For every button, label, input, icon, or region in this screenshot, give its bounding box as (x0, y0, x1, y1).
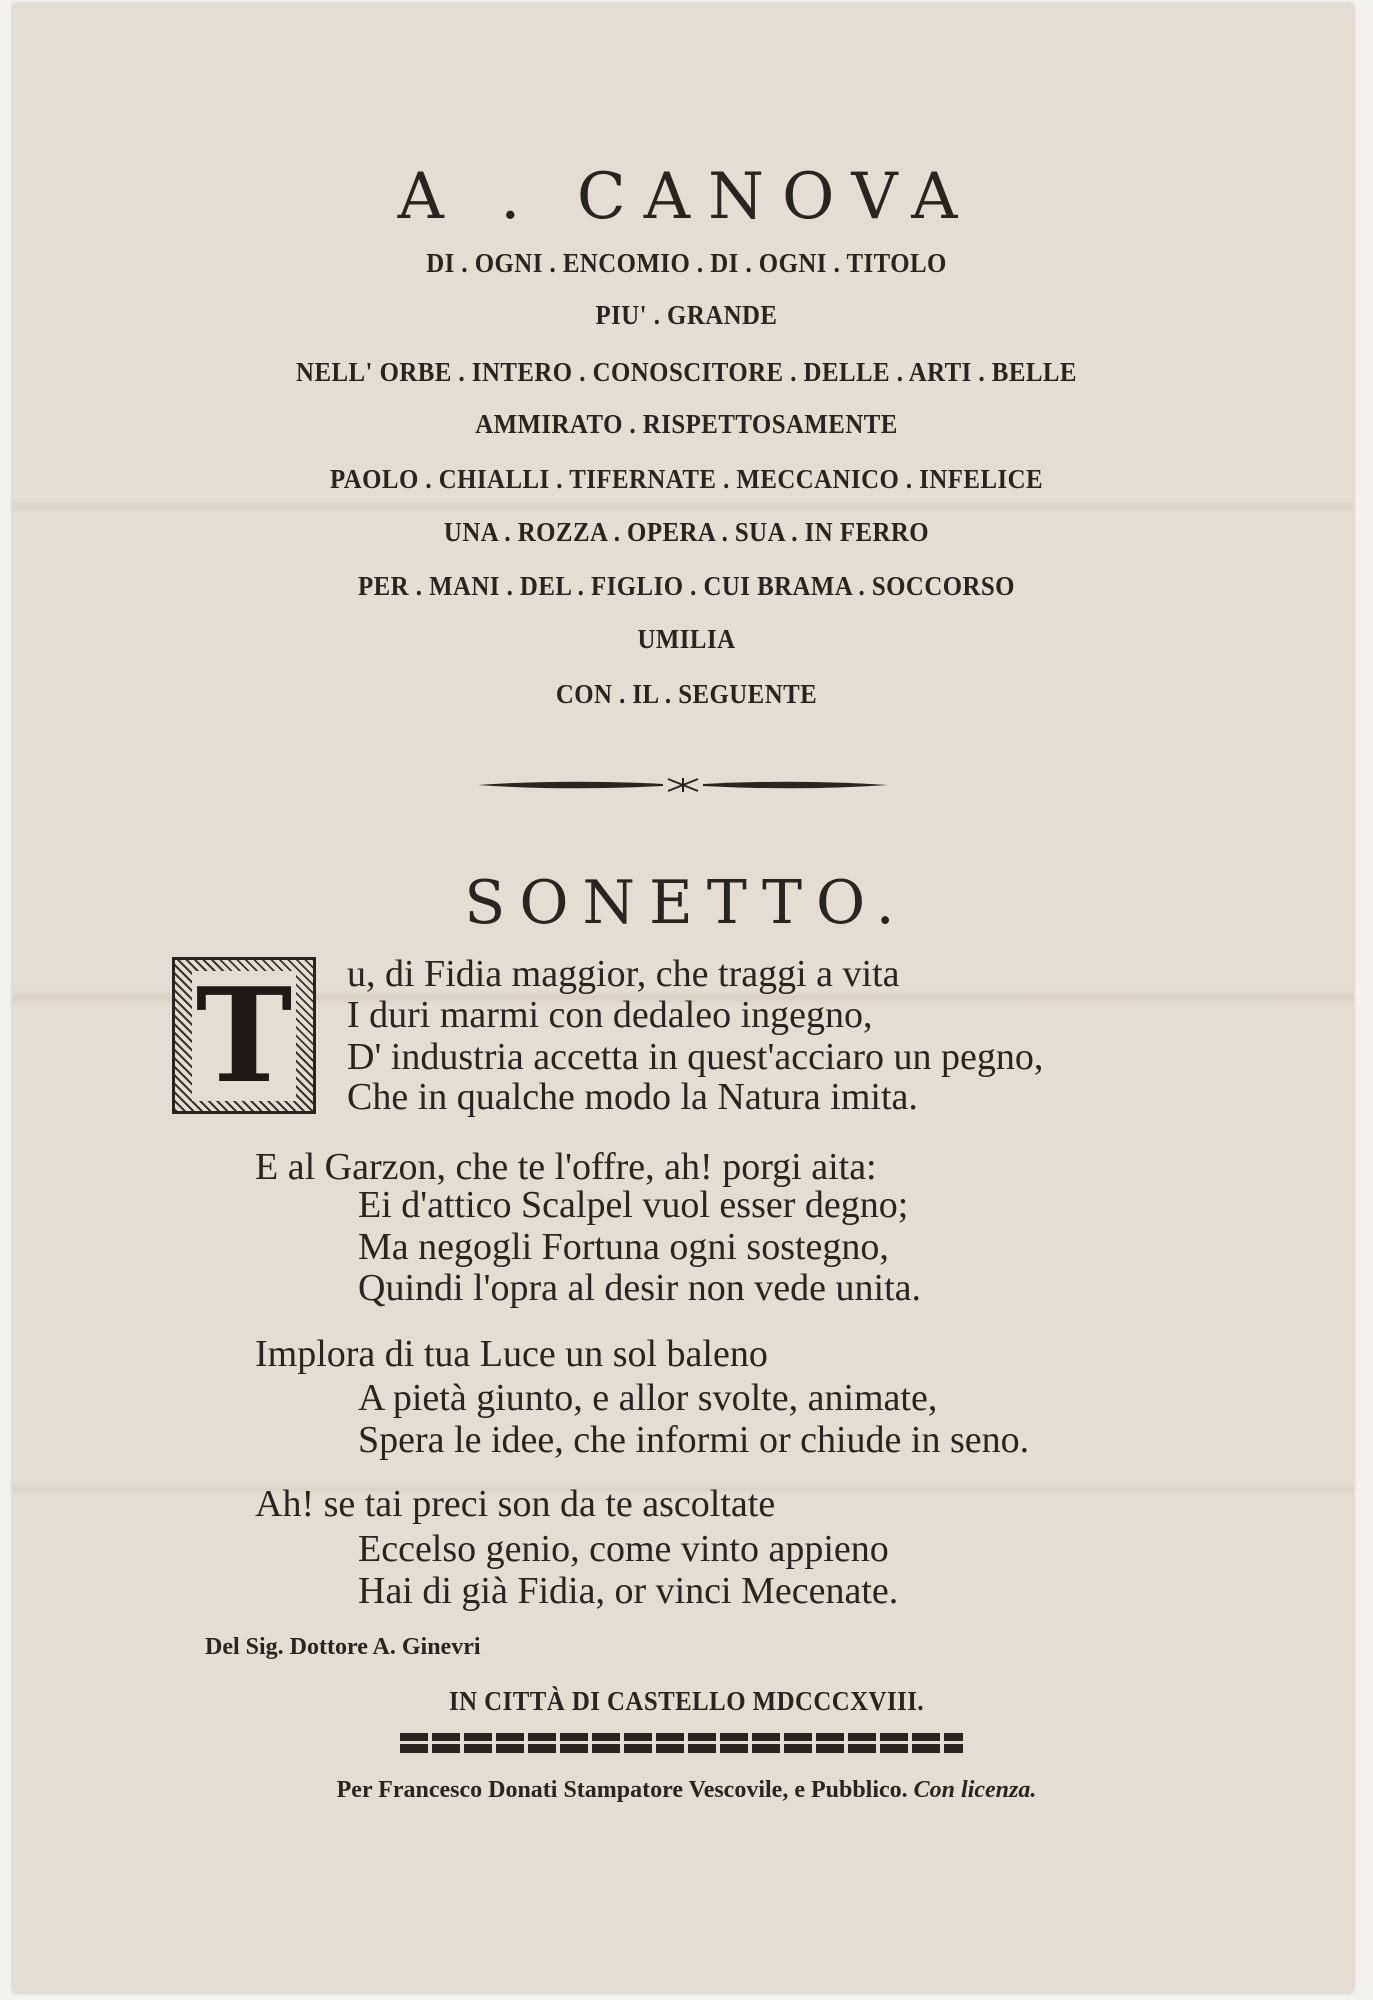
dedication-line: UMILIA (637, 624, 736, 654)
dedication-line: AMMIRATO . RISPETTOSAMENTE (475, 409, 898, 439)
dedication-line: PER . MANI . DEL . FIGLIO . CUI BRAMA . SOCCORSO (358, 571, 1015, 601)
license-note: Con licenza. (913, 1777, 1037, 1803)
decorated-initial: T (172, 957, 316, 1114)
verse-line: D' industria accetta in quest'acciaro un pegno, (347, 1036, 1044, 1078)
dedication-line: NELL' ORBE . INTERO . CONOSCITORE . DELLE . ARTI . BELLE (296, 357, 1077, 387)
verse-line: Implora di tua Luce un sol baleno (255, 1333, 768, 1375)
poem-title: SONETTO. (464, 868, 909, 938)
dedication-line: DI . OGNI . ENCOMIO . DI . OGNI . TITOLO (426, 248, 947, 278)
verse-line: I duri marmi con dedaleo ingegno, (347, 994, 873, 1036)
verse-line: Ei d'attico Scalpel vuol esser degno; (358, 1184, 909, 1226)
printer-line (0, 1777, 1373, 1804)
verse-line: Hai di già Fidia, or vinci Mecenate. (358, 1570, 899, 1612)
verse-line: Che in qualche modo la Natura imita. (347, 1076, 918, 1118)
dedication-line: PAOLO . CHIALLI . TIFERNATE . MECCANICO . INFELICE (329, 464, 1044, 494)
imprint-place-date: IN CITTÀ DI CASTELLO MDCCCXVIII. (448, 1686, 925, 1716)
verse-line: Eccelso genio, come vinto appieno (358, 1528, 889, 1570)
printer-name: Per Francesco Donati Stampatore Vescovile, e Pubblico. (336, 1777, 908, 1803)
dedication-title: A . CANOVA (397, 160, 976, 234)
verse-line: Spera le idee, che informi or chiude in seno. (358, 1419, 1030, 1461)
verse-line: u, di Fidia maggior, che traggi a vita (347, 953, 900, 995)
dedication-line: CON . IL . SEGUENTE (555, 679, 818, 709)
dedication-line: PIU' . GRANDE (595, 300, 778, 330)
author-attribution: Del Sig. Dottore A. Ginevri (205, 1634, 481, 1660)
verse-line: Ah! se tai preci son da te ascoltate (255, 1483, 776, 1525)
ornamental-rule (478, 777, 888, 793)
dedication-line: UNA . ROZZA . OPERA . SUA . IN FERRO (443, 517, 930, 547)
verse-line: Ma negogli Fortuna ogni sostegno, (358, 1226, 889, 1268)
verse-line: E al Garzon, che te l'offre, ah! porgi aita: (255, 1146, 877, 1188)
verse-line: Quindi l'opra al desir non vede unita. (358, 1267, 921, 1309)
verse-line: A pietà giunto, e allor svolte, animate, (358, 1377, 938, 1419)
ornamental-band (400, 1733, 963, 1753)
